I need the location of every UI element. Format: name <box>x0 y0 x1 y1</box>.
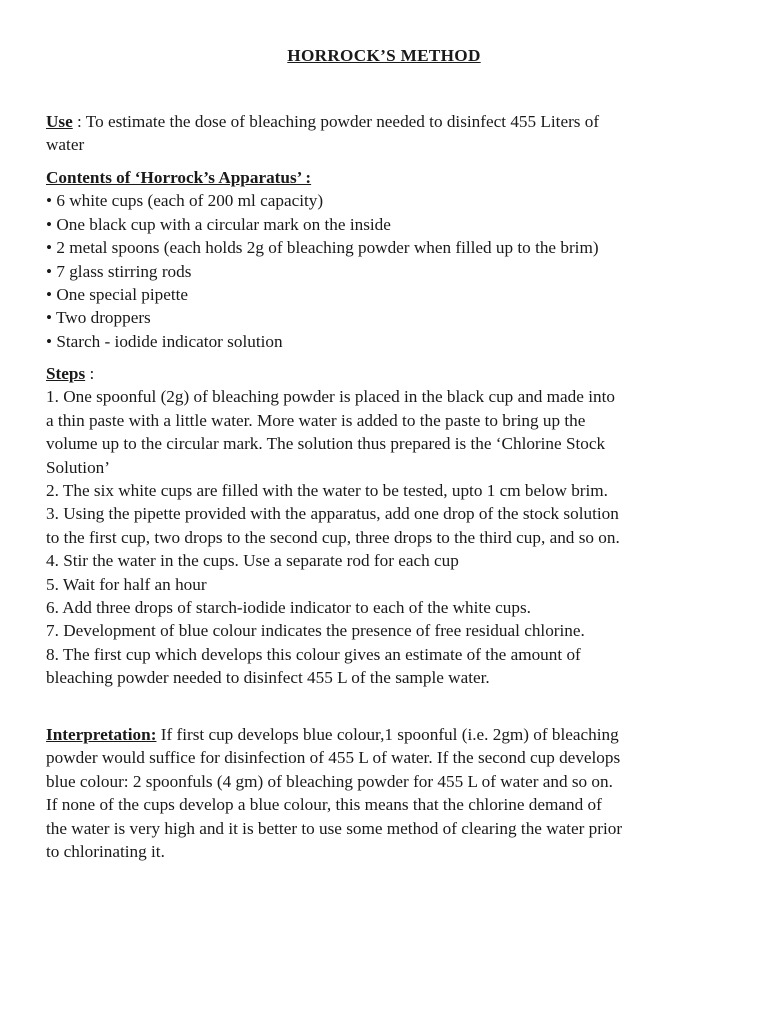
step-line: to the first cup, two drops to the second cup, three drops to the third cup, and so on. <box>46 527 620 547</box>
list-item: • 2 metal spoons (each holds 2g of bleaching powder when filled up to the brim) <box>46 238 599 258</box>
interpretation-line: blue colour: 2 spoonfuls (4 gm) of bleaching powder for 455 L of water and so on. <box>46 771 613 791</box>
list-item: • Starch - iodide indicator solution <box>46 331 283 351</box>
use-text-cont: water <box>46 135 85 155</box>
use-text: To estimate the dose of bleaching powder needed to disinfect 455 Liters of <box>85 112 600 131</box>
steps-heading: Steps <box>46 364 86 383</box>
step-line: volume up to the circular mark. The solution thus prepared is the ‘Chlorine Stock <box>46 434 606 454</box>
steps-heading-line <box>46 362 736 385</box>
steps-heading-sep: : <box>85 364 95 383</box>
interpretation-section <box>46 723 736 863</box>
interpretation-line: powder would suffice for disinfection of 455 L of water. If the second cup develops <box>46 748 621 768</box>
interpretation-first-line <box>46 723 736 746</box>
step-line: 1. One spoonful (2g) of bleaching powder is placed in the black cup and made into <box>46 387 615 407</box>
use-line <box>46 110 736 133</box>
list-item: • One special pipette <box>46 285 189 305</box>
page-title: HORROCK’S METHOD <box>287 46 481 65</box>
use-label: Use <box>46 112 73 131</box>
steps-section <box>46 362 736 690</box>
step-line: Solution’ <box>46 457 110 477</box>
contents-list <box>46 189 736 353</box>
use-section <box>46 110 736 157</box>
step-line: a thin paste with a little water. More water is added to the paste to bring up the <box>46 410 586 430</box>
interpretation-line: If none of the cups develop a blue colour, this means that the chlorine demand of <box>46 795 602 815</box>
step-line: bleaching powder needed to disinfect 455 L of the sample water. <box>46 668 490 688</box>
contents-section <box>46 166 736 353</box>
step-line: 2. The six white cups are filled with the water to be tested, upto 1 cm below brim. <box>46 481 608 501</box>
interpretation-label: Interpretation: <box>46 725 157 744</box>
step-line: 5. Wait for half an hour <box>46 574 207 594</box>
interpretation-line: the water is very high and it is better to use some method of clearing the water prior <box>46 818 623 838</box>
list-item: • One black cup with a circular mark on the inside <box>46 214 391 234</box>
list-item: • Two droppers <box>46 308 151 328</box>
interpretation-line: to chlorinating it. <box>46 842 165 862</box>
step-line: 8. The first cup which develops this colour gives an estimate of the amount of <box>46 644 581 664</box>
contents-heading: Contents of ‘Horrock’s Apparatus’ : <box>46 168 312 187</box>
step-line: 4. Stir the water in the cups. Use a separate rod for each cup <box>46 551 459 571</box>
list-item: • 6 white cups (each of 200 ml capacity) <box>46 191 324 211</box>
list-item: • 7 glass stirring rods <box>46 261 192 281</box>
step-line: 6. Add three drops of starch-iodide indicator to each of the white cups. <box>46 598 531 618</box>
use-sep: : <box>72 112 86 131</box>
steps-list <box>46 385 736 689</box>
step-line: 7. Development of blue colour indicates the presence of free residual chlorine. <box>46 621 585 641</box>
interpretation-text: If first cup develops blue colour,1 spoonful (i.e. 2gm) of bleaching <box>156 725 619 744</box>
step-line: 3. Using the pipette provided with the apparatus, add one drop of the stock solution <box>46 504 619 524</box>
